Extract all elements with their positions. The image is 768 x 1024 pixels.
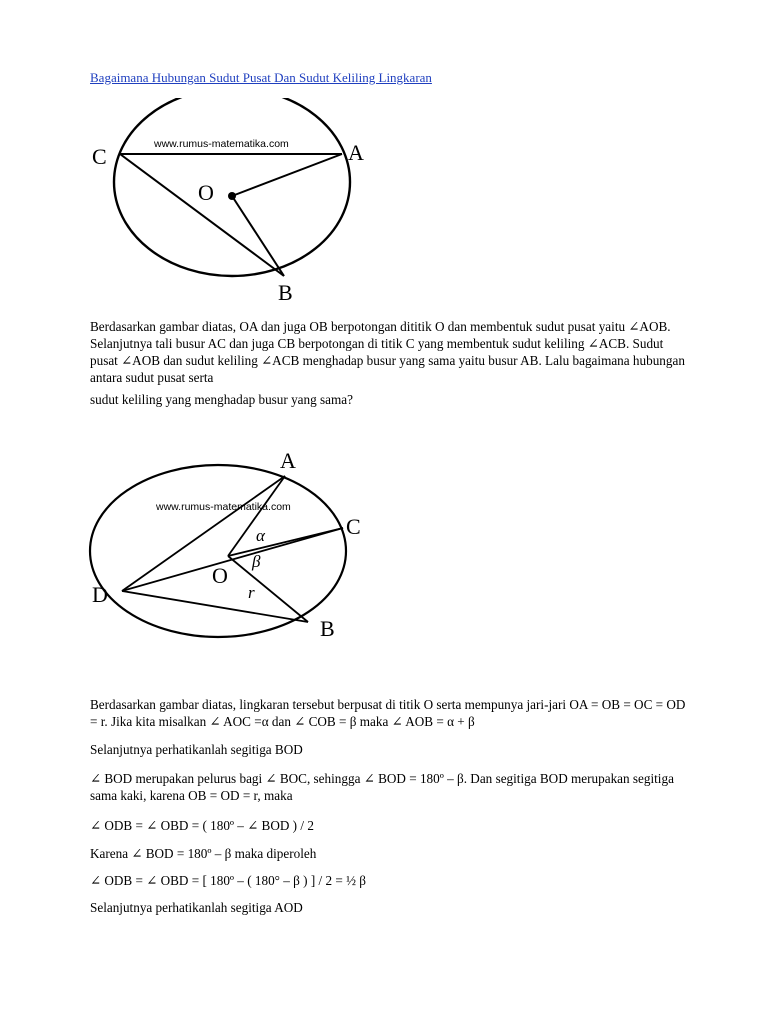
circle2 xyxy=(90,465,346,637)
figure1-watermark: www.rumus-matematika.com xyxy=(154,138,289,150)
label-o: O xyxy=(198,180,214,205)
radius-oa xyxy=(232,154,342,196)
label-d: D xyxy=(92,582,108,607)
chord-cb xyxy=(120,154,284,276)
figure2-svg xyxy=(88,446,388,646)
paragraph-4: Selanjutnya perhatikanlah segitiga BOD xyxy=(90,742,303,757)
paragraph-8: ∠ ODB = ∠ OBD = [ 180º – ( 180° – β ) ] / 2 = ½ β xyxy=(90,873,366,888)
paragraph-9: Selanjutnya perhatikanlah segitiga AOD xyxy=(90,900,303,915)
title-link[interactable]: Bagaimana Hubungan Sudut Pusat Dan Sudut Keliling Lingkaran xyxy=(90,70,432,85)
paragraph-3: Berdasarkan gambar diatas, lingkaran tersebut berpusat di titik O serta mempunya jari-jari OA = OB = OC = OD = r. Jika kita misalkan ∠ AOC =α dan ∠ COB = β maka ∠ AOB = α + β xyxy=(90,697,686,729)
label-beta: β xyxy=(252,552,261,571)
label-a2: A xyxy=(280,448,296,473)
paragraph-6: ∠ ODB = ∠ OBD = ( 180º – ∠ BOD ) / 2 xyxy=(90,818,314,833)
label-r: r xyxy=(248,583,255,602)
paragraph-1: Berdasarkan gambar diatas, OA dan juga OB berpotongan dititik O dan membentuk sudut pusat yaitu ∠AOB. Selanjutnya tali busur AC dan juga CB berpotongan di titik C yang membentuk sudut keliling ∠ACB. Sudut pusat ∠AOB dan sudut keliling ∠ACB menghadap busur yang sama yaitu busur AB. Lalu bagaimana hubungan antara sudut pusat serta xyxy=(90,319,685,385)
chord-db xyxy=(122,591,308,622)
label-o2: O xyxy=(212,563,228,588)
circle1 xyxy=(114,98,350,276)
figure2-watermark: www.rumus-matematika.com xyxy=(156,501,291,513)
label-c2: C xyxy=(346,514,361,539)
radius-ob2 xyxy=(228,556,308,622)
figure-alpha-beta xyxy=(88,446,388,646)
paragraph-5: ∠ BOD merupakan pelurus bagi ∠ BOC, sehingga ∠ BOD = 180º – β. Dan segitiga BOD merupakan segitiga sama kaki, karena OB = OD = r, maka xyxy=(90,771,674,803)
label-c: C xyxy=(92,144,107,169)
center-dot xyxy=(228,192,236,200)
label-b2: B xyxy=(320,616,335,641)
paragraph-2: sudut keliling yang menghadap busur yang sama? xyxy=(90,392,353,407)
paragraph-7: Karena ∠ BOD = 180º – β maka diperoleh xyxy=(90,846,317,861)
radius-ob xyxy=(232,196,284,276)
figure1-svg xyxy=(88,98,388,308)
label-b: B xyxy=(278,280,293,305)
figure-central-angle xyxy=(88,98,388,308)
label-alpha: α xyxy=(256,526,265,545)
label-a: A xyxy=(348,140,364,165)
